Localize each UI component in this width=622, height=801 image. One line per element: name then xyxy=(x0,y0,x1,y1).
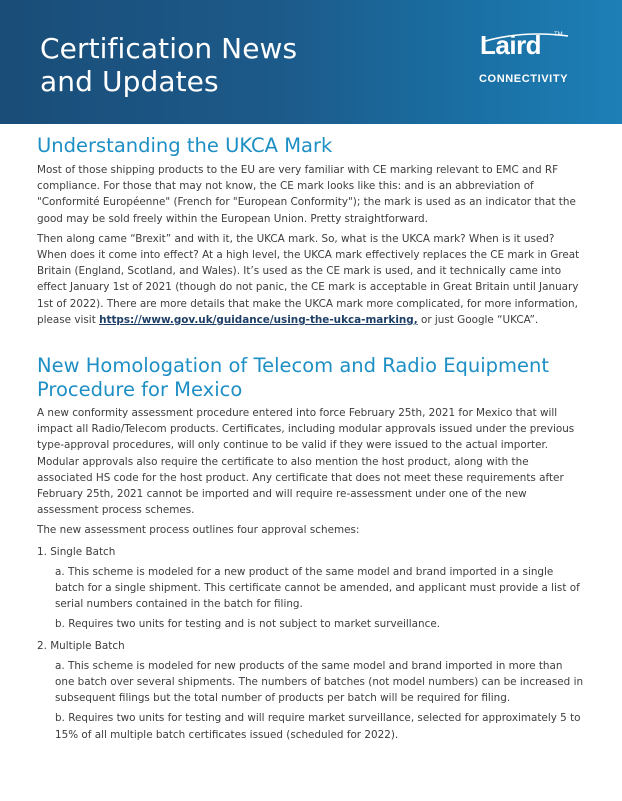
paragraph-text: Then along came “Brexit” and with it, the UKCA mark. So, what is the UKCA mark? When is it used? When does it come into effect? At a high level, the UKCA mark effectively replaces the CE mark in Great Britain (England, Scotland, and Wales). It’s used as the CE mark is used, and it technically came into effect January 1st of 2021 (though do not panic, the CE mark is acceptable in Great Britain until January 1st of 2022). There are more details that make the UKCA mark more complicated, for more information, please visit xyxy=(37,232,580,326)
ukca-guidance-link[interactable]: https://www.gov.uk/guidance/using-the-ukca-marking, xyxy=(99,313,418,326)
section-heading-mexico: New Homologation of Telecom and Radio Equipment Procedure for Mexico xyxy=(37,354,550,402)
logo-wordmark: Laird xyxy=(480,30,542,60)
list-subitem: b. Requires two units for testing and is not subject to market surveillance. xyxy=(55,618,441,631)
laird-logo xyxy=(468,30,588,94)
paragraph: A new conformity assessment procedure entered into force February 25th, 2021 for Mexico that will impact all Radio/Telecom products. Certificates, including modular approvals issued under the previous type-approval procedures, will only continue to be valid if they were issued to the actual importer. Modular approvals also require the certificate to also mention the host product, along with the associated HS code for the host product. Any certificate that does not meet these requirements after February 25th, 2021 cannot be imported and will require re-assessment under one of the new assessment process schemes. xyxy=(37,407,575,517)
page-title-line2: and Updates xyxy=(40,65,219,98)
list-subitem: b. Requires two units for testing and will require market surveillance, selected for approximately 5 to 15% of all multiple batch certificates issued (scheduled for 2022). xyxy=(55,712,581,741)
list-subitem: a. This scheme is modeled for a new product of the same model and brand imported in a single batch for a single shipment. This certificate cannot be amended, and applicant must provide a list of serial numbers contained in the batch for filing. xyxy=(55,565,580,611)
paragraph: Most of those shipping products to the EU are very familiar with CE marking relevant to EMC and RF compliance. For those that may not know, the CE mark looks like this: and is an abbreviation of "Conformité Européenne" (French for "European Conformity"); the mark is used as an indicator that the good may be sold freely within the European Union. Pretty straightforward. xyxy=(37,164,576,225)
list-subitem: a. This scheme is modeled for new products of the same model and brand imported in more than one batch over several shipments. The numbers of batches (not model numbers) can be increased in subsequent filings but the total number of products per batch will be required for filing. xyxy=(55,659,584,705)
page-title-line1: Certification News xyxy=(40,32,298,65)
page-title xyxy=(40,32,297,98)
list-item: 1. Single Batch xyxy=(37,545,116,558)
logo-subtitle: CONNECTIVITY xyxy=(479,73,569,85)
paragraph-text: or just Google “UKCA”. xyxy=(417,313,539,326)
section-heading-ukca: Understanding the UKCA Mark xyxy=(37,134,333,157)
paragraph: The new assessment process outlines four approval schemes: xyxy=(37,524,360,537)
header-banner xyxy=(0,0,622,124)
article-body xyxy=(37,134,585,743)
logo-trademark: TM xyxy=(554,32,563,38)
list-item: 2. Multiple Batch xyxy=(37,639,125,652)
paragraph xyxy=(37,231,585,328)
